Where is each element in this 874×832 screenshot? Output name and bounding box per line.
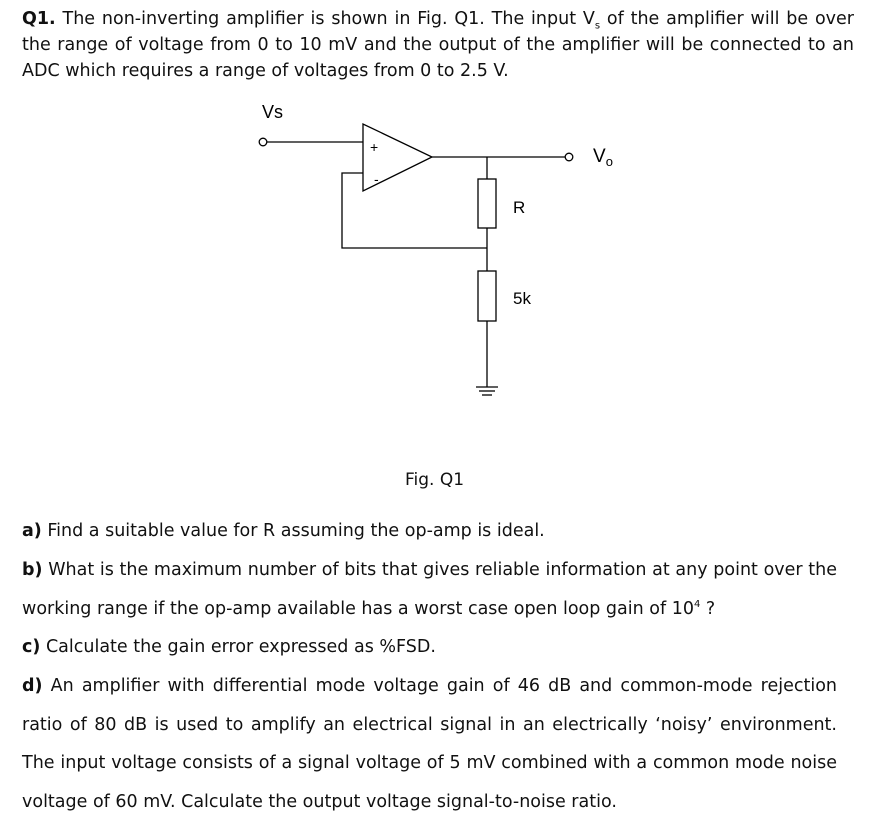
input-terminal	[259, 138, 267, 146]
question-a	[22, 512, 837, 551]
inverting-sign: -	[374, 171, 379, 187]
intro-subscript: s	[594, 20, 601, 32]
input-label: Vs	[262, 102, 284, 122]
resistor-r	[478, 179, 496, 228]
output-label-sub: o	[605, 154, 613, 169]
question-a-text: Find a suitable value for R assuming the op-amp is ideal.	[41, 521, 545, 541]
question-d	[22, 667, 837, 821]
question-d-label: d)	[22, 676, 43, 696]
resistor-5k	[478, 271, 496, 321]
question-a-label: a)	[22, 521, 42, 541]
intro-text-2: of the amplifier will be over the range of voltage from 0 to 10 mV and the output of the amplifier will be connected to an ADC which requires a range of voltages from 0 to 2.5 V.	[22, 9, 854, 81]
figure-caption: Fig. Q1	[405, 470, 465, 490]
output-label-main: V	[593, 146, 606, 167]
question-c-text: Calculate the gain error expressed as %FSD.	[40, 637, 436, 657]
output-terminal	[565, 153, 573, 161]
problem-intro	[22, 6, 854, 84]
question-c	[22, 628, 837, 667]
question-b-exponent: 4	[693, 598, 701, 610]
resistor-5k-label: 5k	[513, 289, 531, 308]
question-c-label: c)	[22, 637, 41, 657]
question-number: Q1.	[22, 9, 56, 29]
non-inverting-sign: +	[370, 139, 379, 155]
resistor-r-label: R	[513, 198, 526, 217]
output-label	[593, 146, 613, 169]
question-b-tail: ?	[700, 598, 716, 619]
question-b-text: What is the maximum number of bits that gives reliable information at any point over the working range if the op-amp available has a worst case open loop gain of 10	[22, 560, 837, 619]
intro-text-1: The non-inverting amplifier is shown in Fig. Q1. The input V	[55, 9, 595, 29]
question-b	[22, 551, 837, 628]
question-d-text: An amplifier with differential mode voltage gain of 46 dB and common-mode rejection ratio of 80 dB is used to amplify an electrical signal in an electrically ‘noisy’ environment. The input voltage consists of a signal voltage of 5 mV combined with a common mode noise voltage of 60 mV. Calculate the output voltage signal-to-noise ratio.	[22, 676, 837, 812]
ground-symbol	[476, 387, 498, 395]
question-b-label: b)	[22, 560, 43, 580]
non-inverting-amplifier-circuit	[0, 95, 874, 465]
